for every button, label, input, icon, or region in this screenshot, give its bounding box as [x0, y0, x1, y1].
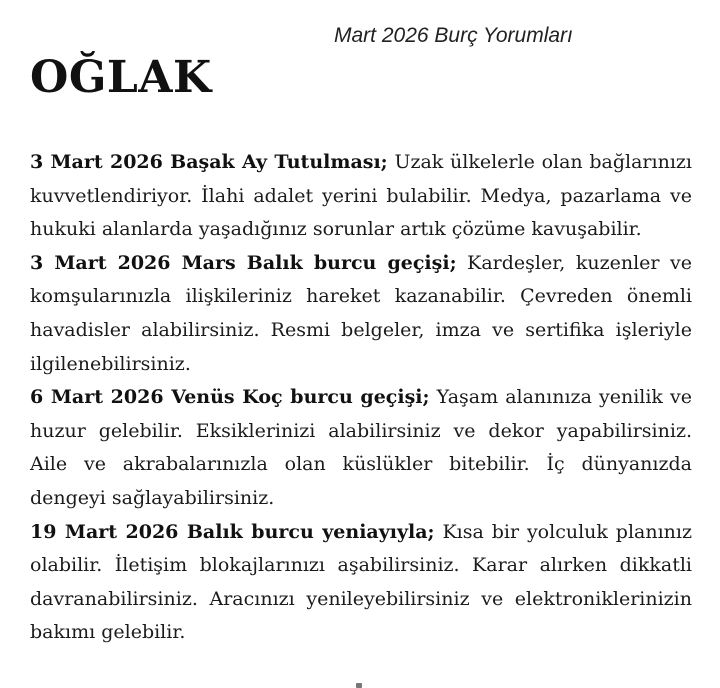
- horoscope-entry: [30, 516, 692, 650]
- entry-heading: 3 Mart 2026 Mars Balık burcu geçişi;: [30, 251, 457, 274]
- entry-heading: 3 Mart 2026 Başak Ay Tutulması;: [30, 151, 388, 173]
- horoscope-entry: [30, 247, 692, 381]
- entry-body: Yaşam alanınıza yenilik ve huzur gelebilir. Eksiklerinizi alabilirsiniz ve dekor yapabilirsiniz. Aile ve akrabalarınızla olan küslükler bitebilir. İç dünyanızda dengeyi sağlayabilirsiniz.: [30, 386, 693, 509]
- entry-body: Uzak ülkelerle olan bağlarınızı kuvvetlendiriyor. İlahi adalet yerini bulabilir. Medya, pazarlama ve hukuki alanlarda yaşadığınız sorunlar artık çözüme kavuşabilir.: [30, 151, 692, 241]
- horoscope-entry: [30, 146, 692, 247]
- zodiac-sign-title: OĞLAK: [30, 52, 212, 103]
- horoscope-entry: [30, 381, 692, 515]
- entry-heading: 19 Mart 2026 Balık burcu yeniayıyla;: [30, 520, 435, 543]
- entry-body: Kardeşler, kuzenler ve komşularınızla ilişkileriniz hareket kazanabilir. Çevreden önemli havadisler alabilirsiniz. Resmi belgeler, imza ve sertifika işleriyle ilgilenebilirsiniz.: [30, 251, 692, 375]
- entry-body: Kısa bir yolculuk planınız olabilir. İletişim blokajlarınızı aşabilirsiniz. Karar alırken dikkatli davranabilirsiniz. Aracınızı yenileyebilirsiniz ve elektroniklerinizin bakımı gelebilir.: [30, 520, 692, 644]
- page-edge-mark: [356, 683, 362, 688]
- page-subtitle: Mart 2026 Burç Yorumları: [334, 24, 573, 47]
- entry-heading: 6 Mart 2026 Venüs Koç burcu geçişi;: [30, 386, 430, 409]
- horoscope-content: [30, 146, 692, 650]
